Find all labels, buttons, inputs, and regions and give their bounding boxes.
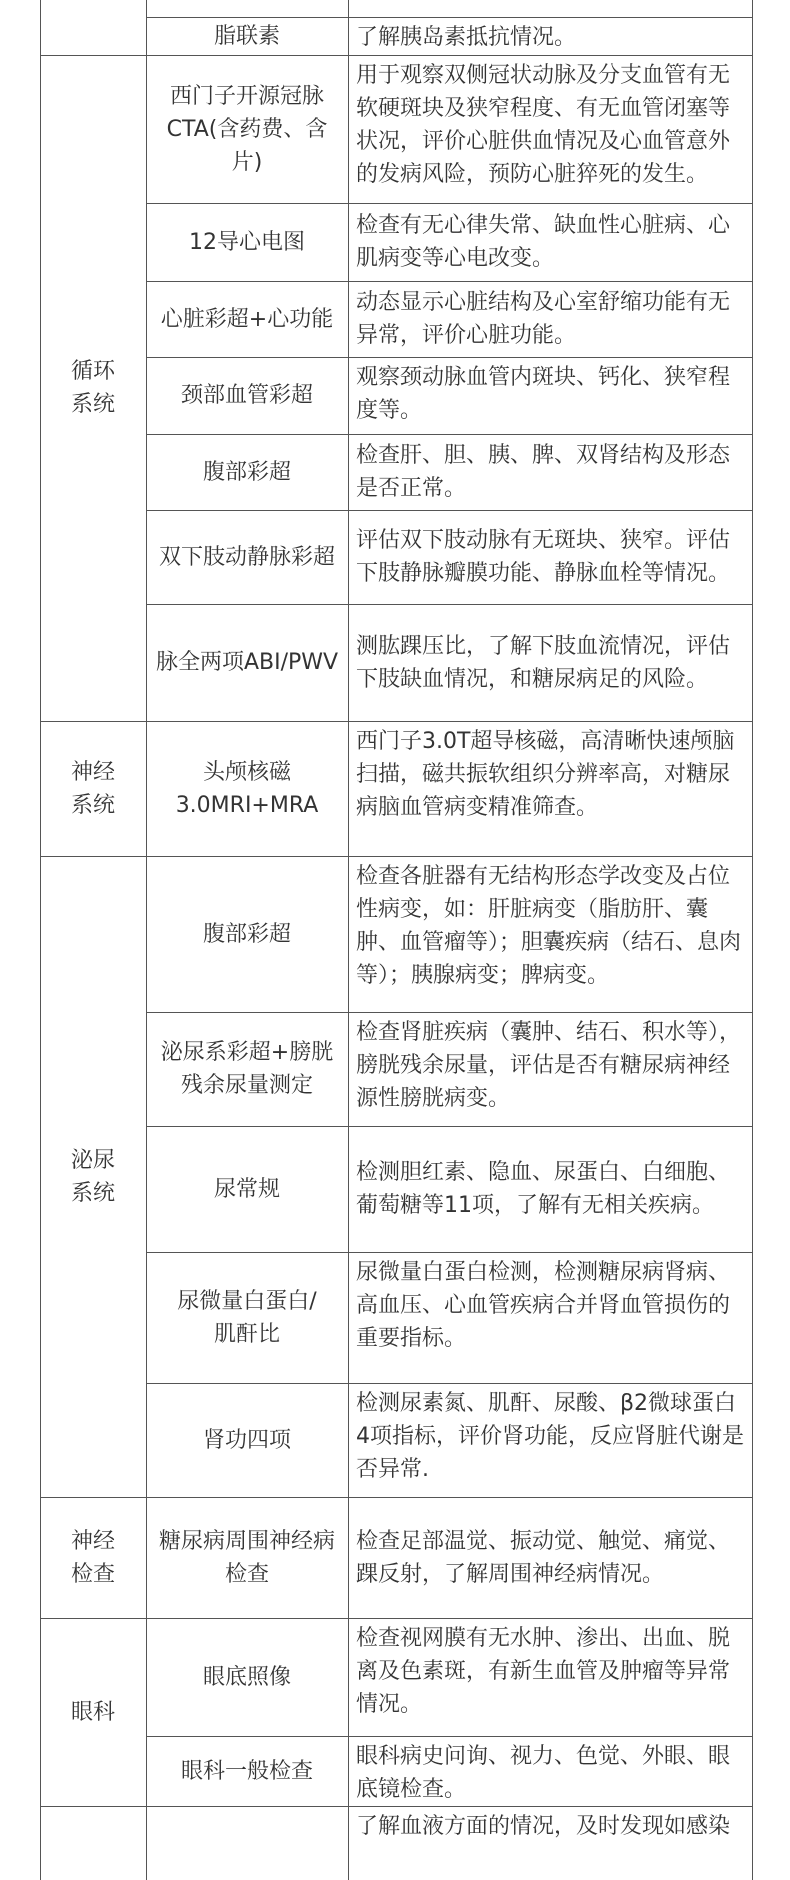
exam-item-description — [348, 0, 752, 17]
table-border-line — [40, 1618, 753, 1619]
category-cell: 循环 系统 — [70, 359, 115, 417]
exam-item-name: 眼底照像 — [202, 1664, 291, 1690]
exam-item-description — [348, 1252, 752, 1383]
category-cell: 眼科 — [70, 1699, 115, 1725]
table-border-line — [348, 0, 349, 1880]
description-text: 眼科病史问询、视力、色觉、外眼、眼底镜检查。 — [356, 1744, 731, 1802]
table-border-line — [40, 0, 41, 1880]
description-text: 检测尿素氮、肌酐、尿酸、β2微球蛋白4项指标，评价肾功能，反应肾脏代谢是否异常. — [356, 1391, 744, 1482]
exam-item-description — [348, 1736, 752, 1806]
description-text: 检查视网膜有无水肿、渗出、出血、脱离及色素斑，有新生血管及肿瘤等异常情况。 — [356, 1626, 731, 1717]
category-cell: 神经 检查 — [70, 1528, 115, 1587]
exam-item-description — [348, 1383, 752, 1497]
exam-item-name: 脉全两项ABI/PWV — [155, 650, 339, 675]
description-text: 动态显示心脏结构及心室舒缩功能有无异常，评价心脏功能。 — [356, 290, 731, 348]
exam-item-name: 腹部彩超 — [202, 459, 291, 485]
exam-item-description — [348, 510, 752, 604]
exam-item-description — [348, 1126, 752, 1252]
description-text: 尿微量白蛋白检测，检测糖尿病肾病、高血压、心血管疾病合并肾血管损伤的重要指标。 — [356, 1260, 731, 1351]
table-border-line — [146, 1126, 753, 1127]
exam-item-name: 脂联素 — [213, 23, 280, 49]
description-text: 检查有无心律失常、缺血性心脏病、心肌病变等心电改变。 — [356, 213, 731, 271]
table-border-line — [40, 55, 753, 56]
table-border-line — [146, 510, 753, 511]
exam-item-name: 肾功四项 — [202, 1427, 291, 1453]
exam-item-description — [348, 721, 752, 856]
category-cell: 神经 系统 — [70, 759, 115, 818]
table-border-line — [146, 1252, 753, 1253]
table-border-line — [146, 17, 753, 18]
table-border-line — [146, 1736, 753, 1737]
category-cell: 泌尿 系统 — [70, 1147, 115, 1206]
exam-item-description — [348, 1618, 752, 1736]
description-text: 测肱踝压比，了解下肢血流情况，评估下肢缺血情况，和糖尿病足的风险。 — [356, 633, 731, 692]
exam-item-description — [348, 357, 752, 434]
exam-item-description — [348, 856, 752, 1012]
exam-item-description — [348, 1012, 752, 1126]
exam-item-description — [348, 203, 752, 281]
table-border-line — [752, 0, 753, 1880]
description-text: 检查各脏器有无结构形态学改变及占位性病变，如：肝脏病变（脂肪肝、囊肿、血管瘤等）；胆囊疾病（结石、息肉等）；胰腺病变；脾病变。 — [356, 864, 742, 988]
description-text: 了解血液方面的情况，及时发现如感染 — [356, 1814, 731, 1839]
exam-item-name: 12导心电图 — [189, 229, 305, 255]
table-border-line — [146, 1012, 753, 1013]
exam-item-description — [348, 604, 752, 721]
description-text: 了解胰岛素抵抗情况。 — [356, 25, 577, 50]
description-text: 用于观察双侧冠状动脉及分支血管有无软硬斑块及狭窄程度、有无血管闭塞等状况，评价心脏供血情况及心血管意外的发病风险，预防心脏猝死的发生。 — [356, 63, 731, 187]
description-text: 评估双下肢动脉有无斑块、狭窄。评估下肢静脉瓣膜功能、静脉血栓等情况。 — [356, 528, 731, 586]
description-text: 检查肾脏疾病（囊肿、结石、积水等），膀胱残余尿量，评估是否有糖尿病神经源性膀胱病变。 — [356, 1020, 742, 1111]
description-text: 检测胆红素、隐血、尿蛋白、白细胞、葡萄糖等11项，了解有无相关疾病。 — [356, 1160, 731, 1218]
exam-item-description — [348, 281, 752, 357]
exam-item-name: 颈部血管彩超 — [180, 383, 313, 408]
exam-item-description — [348, 1806, 752, 1880]
table-border-line — [146, 357, 753, 358]
exam-item-name: 尿微量白蛋白/ 肌酐比 — [177, 1288, 317, 1347]
table-border-line — [40, 1806, 753, 1807]
table-border-line — [146, 434, 753, 435]
description-text: 观察颈动脉血管内斑块、钙化、狭窄程度等。 — [356, 365, 731, 423]
description-text: 检查肝、胆、胰、脾、双肾结构及形态是否正常。 — [356, 443, 731, 501]
exam-item-name: 眼科一般检查 — [180, 1758, 313, 1784]
description-text: 检查足部温觉、振动觉、触觉、痛觉、踝反射，了解周围神经病情况。 — [356, 1528, 731, 1587]
table-border-line — [40, 1497, 753, 1498]
exam-item-name — [146, 0, 348, 17]
exam-item-name: 双下肢动静脉彩超 — [158, 544, 335, 570]
exam-item-name: 腹部彩超 — [202, 921, 291, 947]
exam-item-name — [146, 1806, 348, 1880]
exam-item-name: 西门子开源冠脉 CTA(含药费、含 片) — [166, 83, 328, 175]
table-border-line — [146, 604, 753, 605]
exam-item-description — [348, 1497, 752, 1618]
exam-item-description — [348, 55, 752, 203]
table-border-line — [40, 721, 753, 722]
exam-item-name: 头颅核磁 3.0MRI+MRA — [175, 759, 319, 818]
exam-item-name: 糖尿病周围神经病 检查 — [158, 1528, 335, 1587]
exam-item-description — [348, 17, 752, 55]
exam-item-name: 泌尿系彩超+膀胱 残余尿量测定 — [160, 1040, 334, 1098]
table-border-line — [146, 281, 753, 282]
table-border-line — [40, 856, 753, 857]
table-border-line — [146, 203, 753, 204]
exam-item-name: 心脏彩超+心功能 — [160, 306, 334, 332]
table-border-line — [146, 1383, 753, 1384]
exam-item-description — [348, 434, 752, 510]
description-text: 西门子3.0T超导核磁，高清晰快速颅脑扫描，磁共振软组织分辨率高，对糖尿病脑血管病变精准筛查。 — [356, 729, 735, 820]
exam-item-name: 尿常规 — [213, 1176, 280, 1202]
table-border-line — [146, 0, 147, 1880]
